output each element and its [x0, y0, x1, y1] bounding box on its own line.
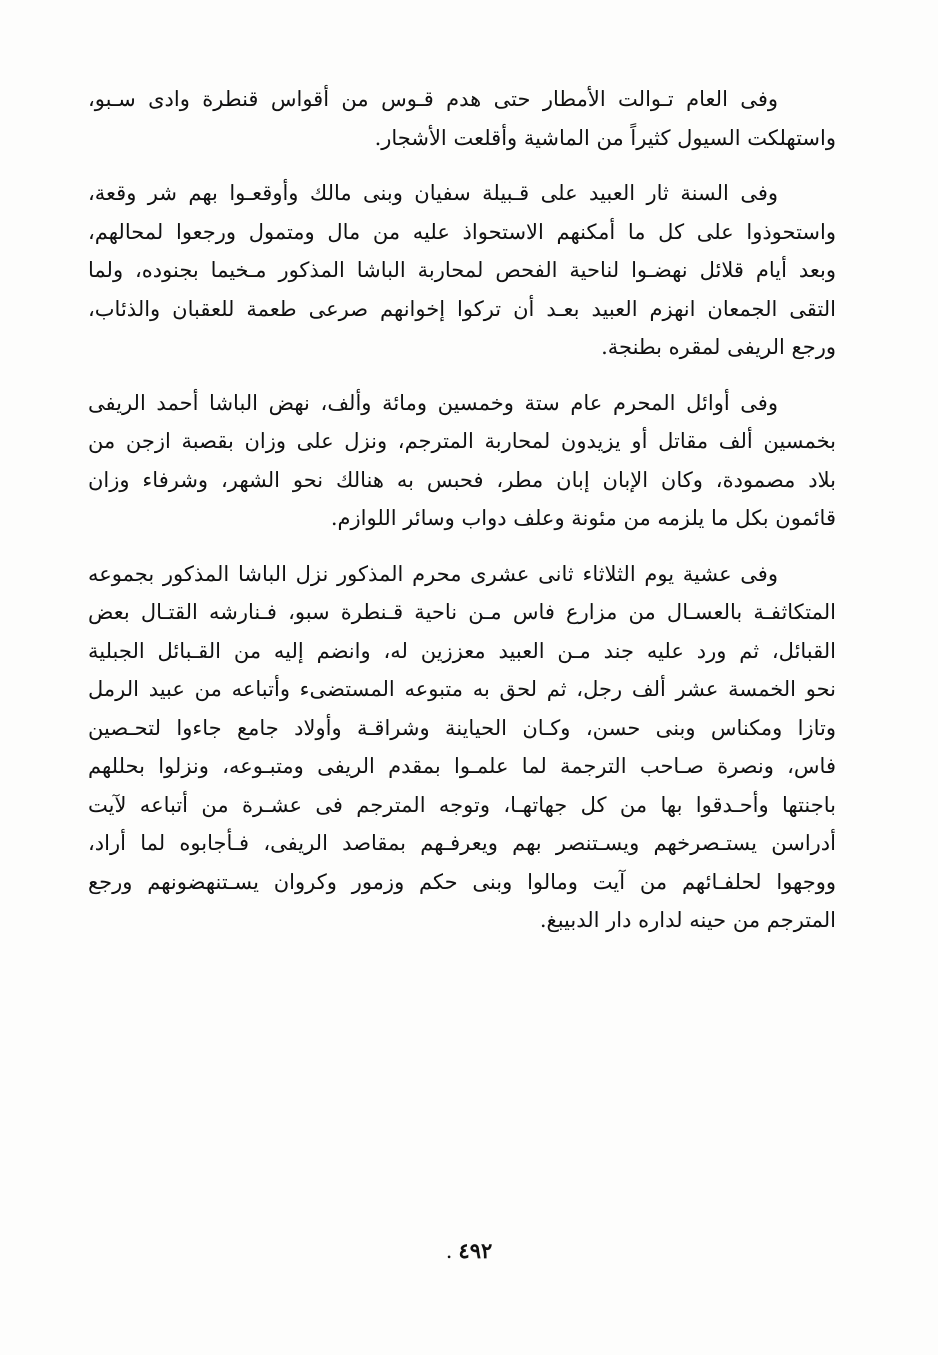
text-line: ووجهوا لحلفـائهم من آيت ومالوا وبنى حكم وزمور وكروان يسـتنهضونهم ورجع	[88, 869, 836, 894]
text-line: التقى الجمعان انهزم العبيد بعـد أن تركوا إخوانهم صرعى طعمة للعقبان والذئاب،	[88, 296, 836, 321]
text-line: أدراسن يستـصرخهم ويسـتنصر بهم ويعرفـهم بمقاصد الريفى، فـأجابوه لما أراد،	[88, 831, 836, 855]
text-line: وفى عشية يوم الثلاثاء ثانى عشرى محرم المذكور نزل الباشا المذكور بجموعه	[88, 561, 778, 586]
paragraph	[88, 80, 836, 157]
text-line: قائمون بكل ما يلزمه من مئونة وعلف دواب وسائر اللوازم.	[330, 506, 836, 530]
text-line: بخمسين ألف مقاتل أو يزيدون لمحاربة المترجم، ونزل على وزان بقصبة ازجن من	[88, 429, 836, 453]
text-line: بلاد مصمودة، وكان الإبان إبان مطر، فحبس به هنالك نحو الشهر، وشرفاء وزان	[88, 467, 836, 492]
text-line: باجنتها وأحـدقوا بها من كل جهاتهـا، وتوجه المترجم فى عشـرة من أتباعه لآيت	[88, 792, 836, 817]
text-line: فاس، ونصرة صـاحب الترجمة لما علمـوا بمقدم الريفى ومتبـوعه، ونزلوا بحللهم	[88, 754, 836, 778]
text-line: ورجع الريفى لمقره بطنجة.	[601, 335, 836, 359]
body-text	[88, 80, 836, 940]
paragraph	[88, 174, 836, 367]
text-line: وتازا ومكناس وبنى حسن، وكـان الحياينة وشراقـة وأولاد جامع جاءوا لتحـصين	[88, 715, 836, 740]
text-line: واستهلكت السيول كثيراً من الماشية وأقلعت الأشجار.	[374, 125, 836, 150]
page-number-mark: .	[445, 1239, 453, 1263]
page-number	[0, 1238, 938, 1263]
text-line: نحو الخمسة عشر ألف رجل، ثم لحق به متبوعه المستضىء وأتباعه من عبيد الرمل	[88, 677, 836, 701]
text-line: وفى السنة ثار العبيد على قـبيلة سفيان وبنى مالك وأوقعـوا بهم شر وقعة،	[88, 181, 778, 205]
text-line: المتكاثفـة بالعسـال من مزارع فاس مـن ناحية قـنطرة سبو، فـنارشه القتـال بعض	[88, 600, 836, 624]
text-line: المترجم من حينه لداره دار الدبيبغ.	[539, 908, 836, 932]
text-line: واستحوذوا على كل ما أمكنهم الاستحواذ عليه من مال ومتمول ورجعوا لمحالهم،	[88, 219, 836, 244]
text-line: وفى أوائل المحرم عام ستة وخمسين ومائة وألف، نهض الباشا أحمد الريفى	[88, 390, 778, 415]
text-line: وبعد أيام قلائل نهضـوا لناحية الفحص لمحاربة الباشا المذكور مـخيما بجنوده، ولما	[88, 258, 836, 282]
paragraph	[88, 555, 836, 940]
text-line: القبائل، ثم ورد عليه جند مـن العبيد معززين له، وانضم إليه من القـبائل الجبلية	[88, 638, 836, 663]
text-line: وفى العام تـوالت الأمطار حتى هدم قـوس من أقواس قنطرة وادى سـبو،	[88, 87, 778, 111]
paragraph	[88, 384, 836, 538]
page-number-value: ٤٩٢	[458, 1238, 493, 1263]
